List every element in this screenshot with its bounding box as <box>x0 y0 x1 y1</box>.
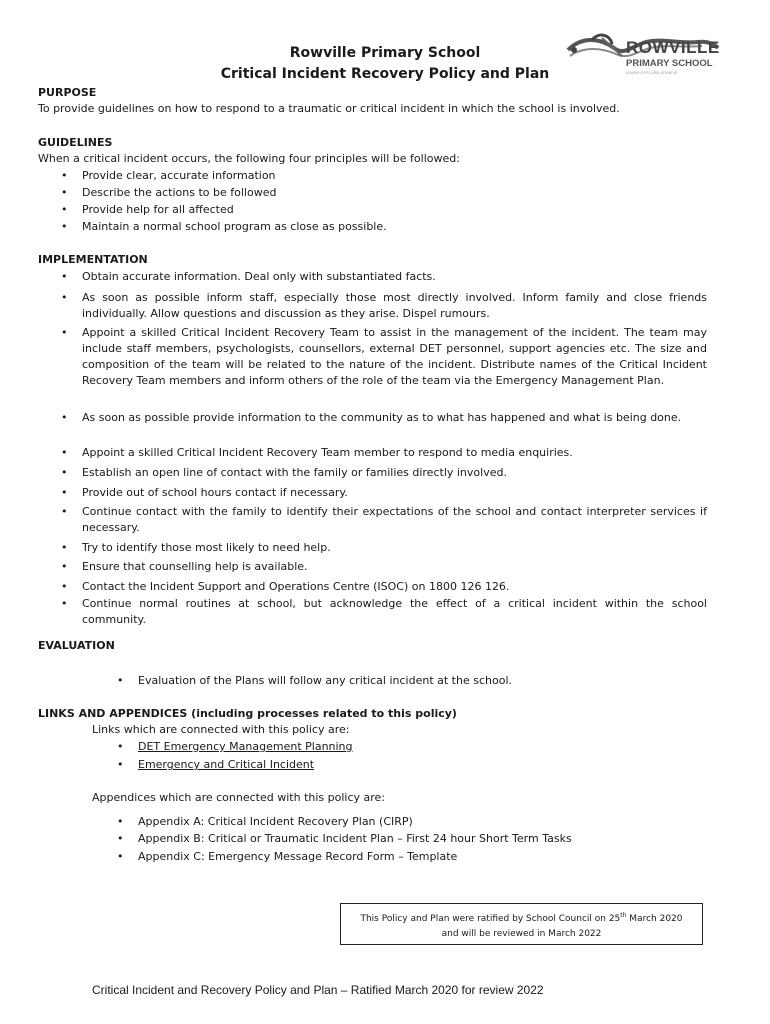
appendix-text: Appendix A: Critical Incident Recovery Plan (CIRP) <box>138 815 413 828</box>
implementation-text: As soon as possible provide information to the community as to what has happened and what is being done. <box>82 411 682 424</box>
bullet-icon: • <box>117 832 124 845</box>
implementation-item <box>61 410 707 442</box>
implementation-item <box>61 596 707 628</box>
bullet-icon: • <box>61 486 68 499</box>
bullet-icon: • <box>61 291 68 304</box>
link-item <box>117 739 517 755</box>
guideline-text: Provide clear, accurate information <box>82 169 276 182</box>
bullet-icon: • <box>61 411 68 424</box>
implementation-item <box>61 290 707 322</box>
implementation-text: Contact the Incident Support and Operations Centre (ISOC) on 1800 126 126. <box>82 580 510 593</box>
bullet-icon: • <box>61 505 68 518</box>
implementation-item <box>61 445 707 461</box>
appendix-item <box>117 831 677 847</box>
bullet-icon: • <box>61 326 68 339</box>
implementation-text: Appoint a skilled Critical Incident Recovery Team member to respond to media enquiries. <box>82 446 573 459</box>
implementation-item <box>61 540 707 556</box>
bullet-icon: • <box>61 580 68 593</box>
appendices-intro: Appendices which are connected with this policy are: <box>92 791 386 804</box>
guidelines-intro: When a critical incident occurs, the following four principles will be followed: <box>38 152 460 165</box>
ratification-box <box>340 903 703 945</box>
bullet-icon: • <box>61 541 68 554</box>
page-footer: Critical Incident and Recovery Policy and Plan – Ratified March 2020 for review 2022 <box>92 983 544 997</box>
logo-text-primary-school: PRIMARY SCHOOL <box>626 58 713 69</box>
implementation-item <box>61 465 707 481</box>
implementation-text: Provide out of school hours contact if necessary. <box>82 486 348 499</box>
bullet-icon: • <box>117 758 124 771</box>
purpose-heading: PURPOSE <box>38 86 97 99</box>
bullet-icon: • <box>117 850 124 863</box>
evaluation-text: Evaluation of the Plans will follow any critical incident at the school. <box>138 674 512 687</box>
guideline-text: Provide help for all affected <box>82 203 234 216</box>
implementation-text: Continue contact with the family to identify their expectations of the school and contact interpreter services if necessary. <box>82 505 707 534</box>
guideline-item <box>61 219 701 235</box>
ratification-line-2: and will be reviewed in March 2022 <box>441 929 602 939</box>
implementation-item <box>61 559 707 575</box>
school-name: Rowville Primary School <box>289 45 481 61</box>
guideline-item <box>61 168 701 184</box>
purpose-text: To provide guidelines on how to respond to a traumatic or critical incident in which the school is involved. <box>38 102 620 115</box>
evaluation-heading: EVALUATION <box>38 639 115 652</box>
implementation-text: Continue normal routines at school, but acknowledge the effect of a critical incident within the school community. <box>82 597 707 626</box>
guideline-item <box>61 185 701 201</box>
implementation-heading: IMPLEMENTATION <box>38 253 148 266</box>
guideline-text: Maintain a normal school program as close as possible. <box>82 220 387 233</box>
guideline-text: Describe the actions to be followed <box>82 186 277 199</box>
link-emergency-and-critical-incident[interactable]: Emergency and Critical Incident <box>138 758 315 771</box>
implementation-text: Appoint a skilled Critical Incident Recovery Team to assist in the management of the incident. The team may include staff members, psychologists, counsellors, external DET personnel, support agencies etc. The size and composition of the team will be related to the nature of the incident. Distribute names of the Critical Incident Recovery Team members and inform others of the role of the team via the Emergency Management Plan. <box>82 326 707 387</box>
links-intro: Links which are connected with this policy are: <box>92 723 350 736</box>
appendix-item <box>117 849 677 865</box>
ratification-line-1-month: March 2020 <box>626 914 683 924</box>
link-item <box>117 757 517 773</box>
bullet-icon: • <box>61 270 68 283</box>
implementation-text: Establish an open line of contact with the family or families directly involved. <box>82 466 507 479</box>
bullet-icon: • <box>61 203 68 216</box>
logo-tagline: LEARN EXPLORE ACHIEVE <box>626 70 678 75</box>
appendix-text: Appendix C: Emergency Message Record Form – Template <box>138 850 458 863</box>
implementation-text: Ensure that counselling help is available. <box>82 560 308 573</box>
bullet-icon: • <box>61 169 68 182</box>
guideline-item <box>61 202 701 218</box>
guidelines-heading: GUIDELINES <box>38 136 113 149</box>
ratification-day-suffix: th <box>620 912 627 919</box>
evaluation-item <box>117 673 677 689</box>
bullet-icon: • <box>117 815 124 828</box>
implementation-text: As soon as possible inform staff, especially those most directly involved. Inform family and close friends individually. Allow questions and discussion as they arise. Dispel rumours. <box>82 291 707 320</box>
implementation-text: Try to identify those most likely to need help. <box>82 541 331 554</box>
ratification-line-1-text: This Policy and Plan were ratified by School Council on 25 <box>360 914 621 924</box>
bullet-icon: • <box>117 740 124 753</box>
links-heading: LINKS AND APPENDICES (including processes related to this policy) <box>38 707 457 720</box>
logo-text-rowville: ROWVILLE <box>626 38 720 57</box>
bullet-icon: • <box>61 597 68 610</box>
implementation-item <box>61 504 707 536</box>
implementation-item <box>61 325 707 405</box>
bullet-icon: • <box>61 220 68 233</box>
appendix-item <box>117 814 677 830</box>
bullet-icon: • <box>61 446 68 459</box>
bullet-icon: • <box>61 466 68 479</box>
implementation-item <box>61 485 707 501</box>
bullet-icon: • <box>61 186 68 199</box>
implementation-item <box>61 579 707 595</box>
bullet-icon: • <box>61 560 68 573</box>
ratification-line-1 <box>341 908 702 927</box>
link-det-emergency-management-planning[interactable]: DET Emergency Management Planning <box>138 740 353 753</box>
implementation-item <box>61 269 707 285</box>
document-title: Critical Incident Recovery Policy and Plan <box>220 66 550 82</box>
appendix-text: Appendix B: Critical or Traumatic Incident Plan – First 24 hour Short Term Tasks <box>138 832 572 845</box>
implementation-text: Obtain accurate information. Deal only with substantiated facts. <box>82 270 436 283</box>
bullet-icon: • <box>117 674 124 687</box>
